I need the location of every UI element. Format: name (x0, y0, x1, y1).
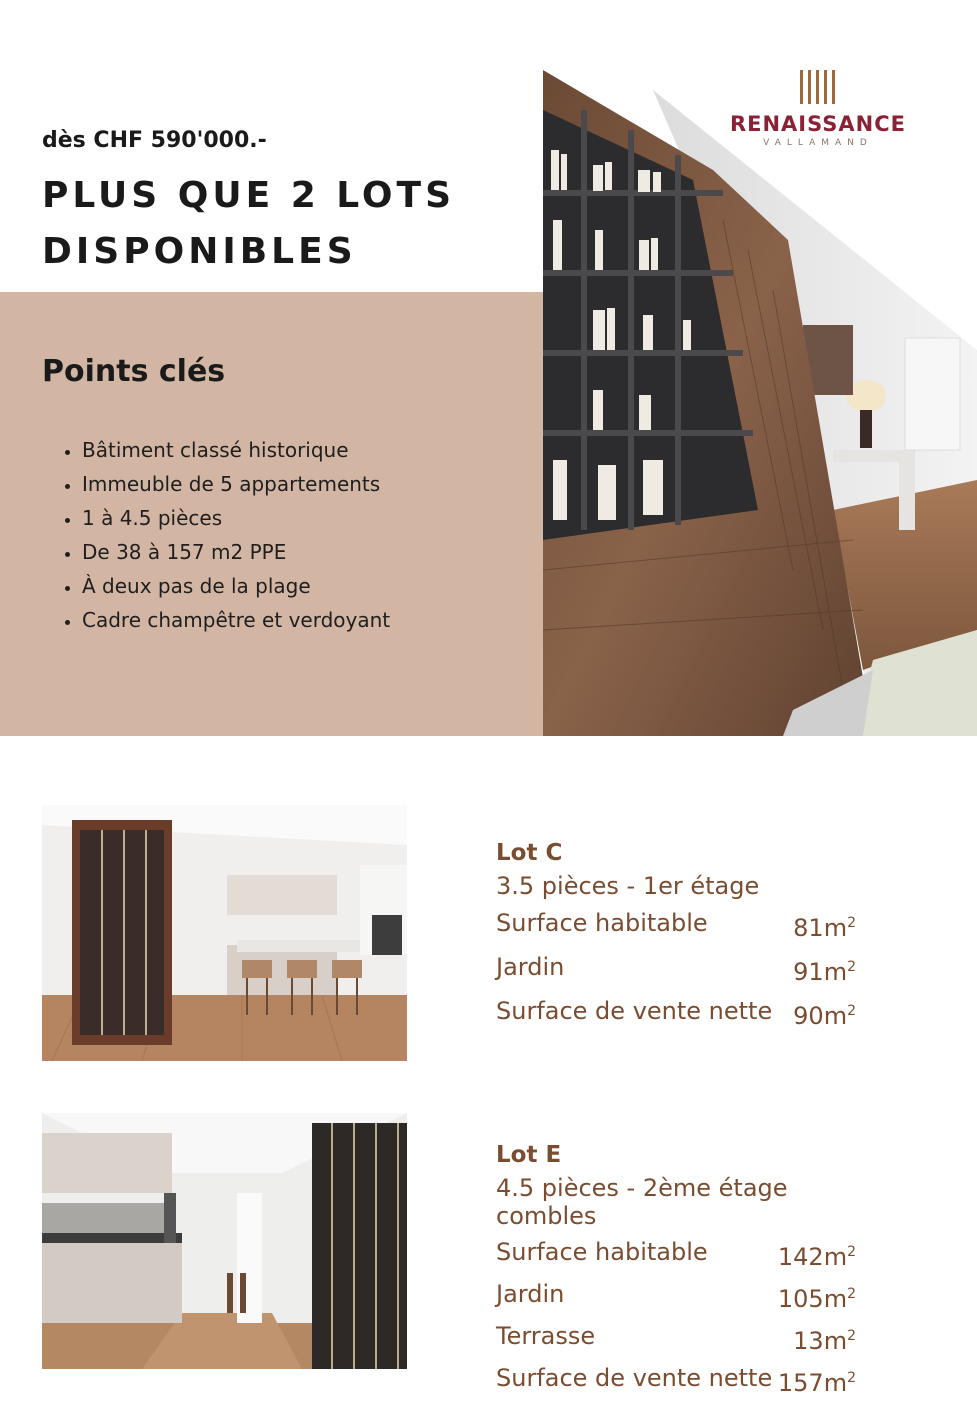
lot-e-subtitle: 4.5 pièces - 2ème étage combles (496, 1174, 788, 1230)
lot-c-row (496, 904, 856, 948)
row-label: Surface de vente nette (496, 1364, 773, 1392)
lot-e-details (496, 1142, 856, 1402)
key-points-panel (0, 292, 543, 736)
lot-c-details (496, 840, 856, 1036)
lot-e-title: Lot E (496, 1142, 562, 1168)
key-point-item: • 1 à 4.5 pièces (82, 501, 390, 535)
logo-subtitle: VALLAMAND (763, 138, 873, 148)
key-point-item: • Bâtiment classé historique (82, 433, 390, 467)
row-value: $91m^2$ (793, 958, 856, 986)
row-label: Terrasse (496, 1322, 596, 1350)
key-point-item: • De 38 à 157 m2 PPE (82, 535, 390, 569)
lot-c-title: Lot C (496, 840, 563, 866)
row-value: $13m^2$ (793, 1327, 856, 1355)
lot-e-row (496, 1360, 856, 1402)
lot-c-row (496, 992, 856, 1036)
lot-e-photo (42, 1113, 407, 1369)
row-value: $81m^2$ (793, 914, 856, 942)
lot-c-row (496, 948, 856, 992)
logo-name: RENAISSANCE (729, 112, 907, 136)
lot-e-row (496, 1234, 856, 1276)
row-value: $90m^2$ (793, 1002, 856, 1030)
page-title (42, 168, 502, 280)
lot-e-row (496, 1318, 856, 1360)
headline-line-2: DISPONIBLES (42, 231, 357, 272)
key-point-item: • Immeuble de 5 appartements (82, 467, 390, 501)
headline-line-1: PLUS QUE 2 LOTS (42, 175, 456, 216)
row-label: Surface de vente nette (496, 997, 773, 1025)
key-point-item: • Cadre champêtre et verdoyant (82, 603, 390, 637)
row-label: Jardin (496, 953, 565, 981)
key-points-list (42, 433, 390, 637)
row-label: Jardin (496, 1280, 565, 1308)
lot-c-photo (42, 805, 407, 1061)
key-point-item: • À deux pas de la plage (82, 569, 390, 603)
row-value: $142m^2$ (777, 1243, 856, 1271)
key-points-title: Points clés (42, 354, 226, 389)
logo-mark-icon (798, 70, 838, 106)
brand-logo (720, 70, 916, 148)
row-value: $157m^2$ (777, 1369, 856, 1397)
price-label: dès CHF 590'000.- (42, 128, 267, 153)
lot-e-row (496, 1276, 856, 1318)
row-label: Surface habitable (496, 1238, 708, 1266)
hero-interior-image (543, 70, 977, 736)
row-value: $105m^2$ (777, 1285, 856, 1313)
lot-c-subtitle: 3.5 pièces - 1er étage (496, 872, 760, 900)
row-label: Surface habitable (496, 909, 708, 937)
